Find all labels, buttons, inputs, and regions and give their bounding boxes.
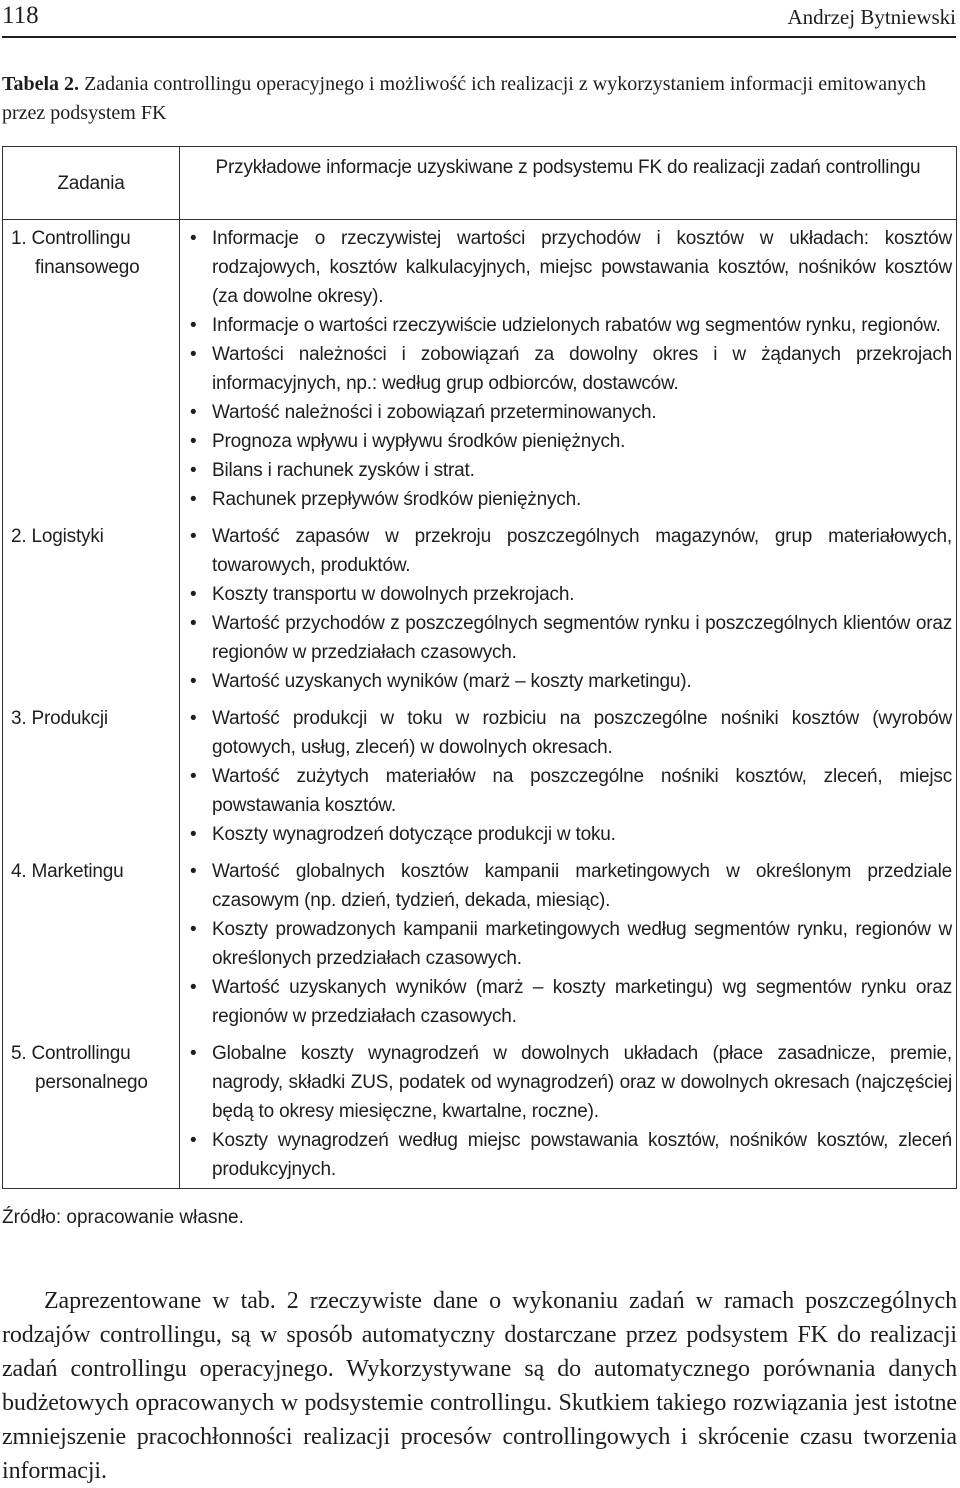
info-list (186, 1039, 952, 1184)
list-item: • Koszty transportu w dowolnych przekrojach. (186, 580, 952, 609)
list-item: • Koszty wynagrodzeń dotyczące produkcji w toku. (186, 820, 952, 849)
task-name: 3. Produkcji (11, 708, 108, 729)
list-item: • Wartość należności i zobowiązań przeterminowanych. (186, 398, 952, 427)
list-item: • Wartość zapasów w przekroju poszczególnych magazynów, grup materiałowych, towarowych, produktów. (186, 522, 952, 580)
table-row (3, 853, 957, 1035)
list-item: • Wartość globalnych kosztów kampanii marketingowych w określonym przedziale czasowym (np. dzień, tydzień, dekada, miesiąc). (186, 857, 952, 915)
running-header (2, 0, 956, 38)
task-name: 2. Logistyki (11, 526, 104, 547)
task-cell (3, 853, 180, 1035)
list-item: • Wartość przychodów z poszczególnych segmentów rynku i poszczególnych klientów oraz regionów w przedziałach czasowych. (186, 609, 952, 667)
list-item: • Wartość produkcji w toku w rozbiciu na poszczególne nośniki kosztów (wyrobów gotowych, usług, zleceń) w dowolnych okresach. (186, 704, 952, 762)
task-name: 5. Controllingu (11, 1043, 131, 1064)
list-item: • Koszty wynagrodzeń według miejsc powstawania kosztów, nośników kosztów, zleceń produkcyjnych. (186, 1126, 952, 1184)
table-caption-text: Zadania controllingu operacyjnego i możliwość ich realizacji z wykorzystaniem informacji emitowanych przez podsystem FK (2, 73, 926, 124)
table-caption-label: Tabela 2. (2, 73, 80, 95)
info-cell (180, 853, 957, 1035)
list-item: • Wartość uzyskanych wyników (marż – koszty marketingu) wg segmentów rynku oraz regionów w przedziałach czasowych. (186, 973, 952, 1031)
info-list (186, 224, 952, 514)
list-item: • Koszty prowadzonych kampanii marketingowych według segmentów rynku, regionów w określonych przedziałach czasowych. (186, 915, 952, 973)
table-header-row (3, 147, 957, 220)
controlling-tasks-table (2, 146, 957, 1189)
table-row (3, 1035, 957, 1189)
header-tasks: Zadania (3, 147, 180, 220)
list-item: • Wartości należności i zobowiązań za dowolny okres i w żądanych przekrojach informacyjnych, np.: według grup odbiorców, dostawców. (186, 340, 952, 398)
page-number: 118 (2, 2, 39, 29)
table-row (3, 518, 957, 700)
table-caption (2, 70, 957, 128)
task-cell (3, 700, 180, 853)
header-info: Przykładowe informacje uzyskiwane z podsystemu FK do realizacji zadań controllingu (180, 147, 957, 220)
list-item: • Informacje o rzeczywistej wartości przychodów i kosztów w układach: kosztów rodzajowych, kosztów kalkulacyjnych, miejsc powstawania kosztów, nośników kosztów (za dowolne okresy). (186, 224, 952, 311)
task-name-continued: finansowego (35, 257, 140, 278)
list-item: • Wartość zużytych materiałów na poszczególne nośniki kosztów, zleceń, miejsc powstawania kosztów. (186, 762, 952, 820)
list-item: • Rachunek przepływów środków pieniężnych. (186, 485, 952, 514)
table-source: Źródło: opracowanie własne. (2, 1207, 244, 1228)
task-name: 1. Controllingu (11, 228, 131, 249)
info-cell (180, 518, 957, 700)
info-list (186, 857, 952, 1031)
list-item: • Prognoza wpływu i wypływu środków pieniężnych. (186, 427, 952, 456)
info-list (186, 704, 952, 849)
task-cell (3, 518, 180, 700)
info-list (186, 522, 952, 696)
table-row (3, 700, 957, 853)
info-cell (180, 1035, 957, 1189)
task-cell (3, 220, 180, 519)
list-item: • Wartość uzyskanych wyników (marż – koszty marketingu). (186, 667, 952, 696)
task-cell (3, 1035, 180, 1189)
info-cell (180, 220, 957, 519)
list-item: • Bilans i rachunek zysków i strat. (186, 456, 952, 485)
list-item: • Informacje o wartości rzeczywiście udzielonych rabatów wg segmentów rynku, regionów. (186, 311, 952, 340)
info-cell (180, 700, 957, 853)
list-item: • Globalne koszty wynagrodzeń w dowolnych układach (płace zasadnicze, premie, nagrody, składki ZUS, podatek od wynagrodzeń) oraz w dowolnych okresach (najczęściej będą to okresy miesięczne, kwartalne, roczne). (186, 1039, 952, 1126)
task-name-continued: personalnego (35, 1072, 148, 1093)
task-name: 4. Marketingu (11, 861, 124, 882)
table-row (3, 220, 957, 519)
running-author: Andrzej Bytniewski (787, 5, 956, 29)
body-paragraph-text: Zaprezentowane w tab. 2 rzeczywiste dane o wykonaniu zadań w ramach poszczególnych rodzajów controllingu, są w sposób automatyczny dostarczane przez podsystem FK do realizacji zadań controllingu operacyjnego. Wykorzystywane są do automatycznego porównania danych budżetowych opracowanych w podsystemie controllingu. Skutkiem takiego rozwiązania jest istotne zmniejszenie pracochłonności realizacji procesów controllingowych i skrócenie czasu tworzenia informacji. (2, 1288, 957, 1484)
body-paragraph (2, 1284, 957, 1488)
